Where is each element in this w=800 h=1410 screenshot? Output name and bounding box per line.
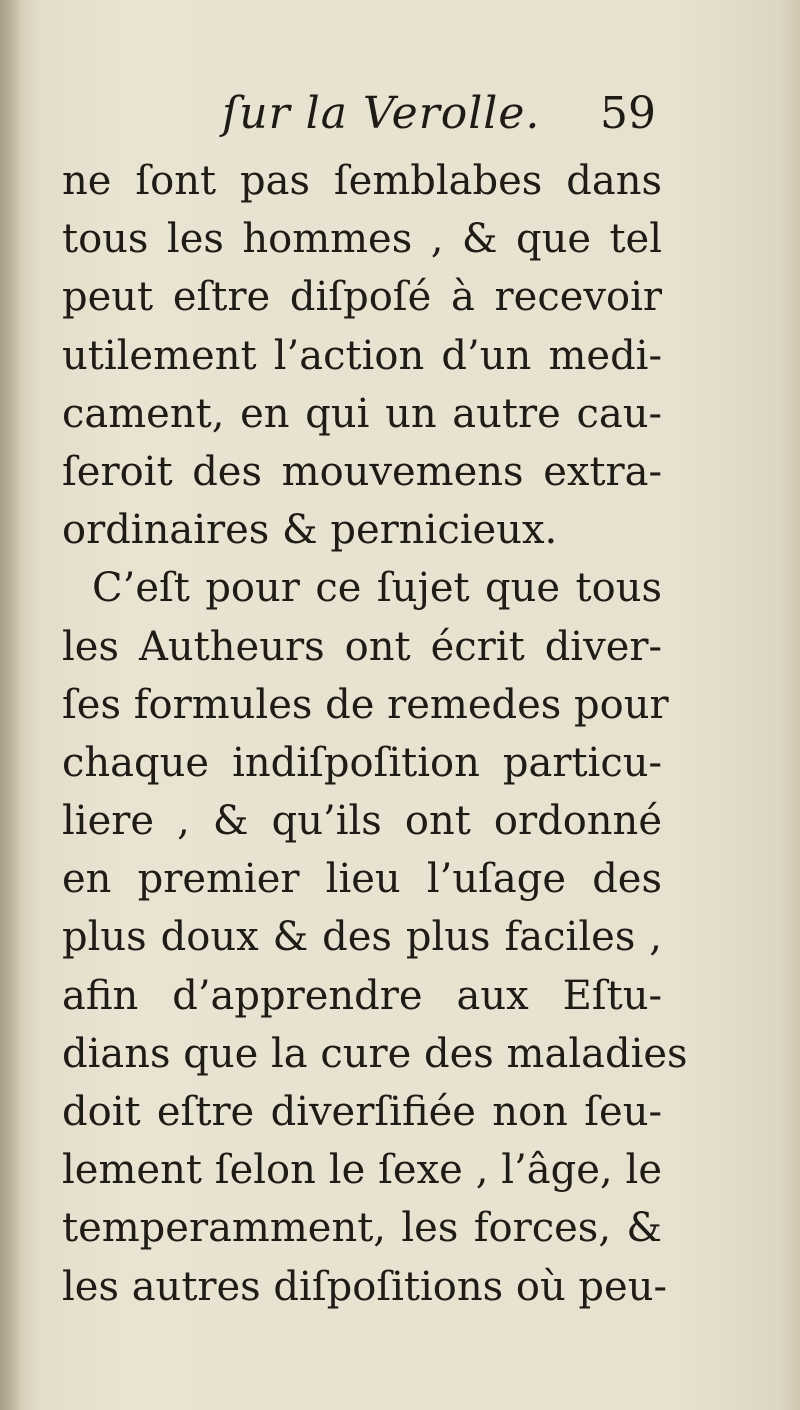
- body-text: [62, 152, 688, 1316]
- text-line: plus doux & des plus faciles ,: [62, 914, 662, 961]
- text-line: ordinaires & pernicieux.: [62, 507, 558, 554]
- text-line: les Autheurs ont écrit diver-: [62, 623, 662, 670]
- text-line: ne ſont pas ſemblabes dans: [62, 158, 662, 204]
- text-line: chaque indiſpoſition particu-: [62, 739, 662, 786]
- text-line: afin d’apprendre aux Eſtu-: [62, 972, 662, 1019]
- page-number: 59: [600, 88, 656, 139]
- text-line: lement ſelon le ſexe , l’âge, le: [62, 1147, 662, 1194]
- text-line: peut eſtre diſpoſé à recevoir: [62, 274, 662, 321]
- text-line: dians que la cure des maladies: [62, 1030, 688, 1077]
- text-line: C’eſt pour ce ſujet que tous: [92, 565, 662, 612]
- running-title: ſur la Verolle.: [222, 88, 541, 139]
- text-line: utilement l’action d’un medi-: [62, 332, 662, 379]
- text-line: doit eſtre diverſifiée non ſeu-: [62, 1089, 662, 1135]
- text-line: tous les hommes , & que tel: [62, 216, 662, 263]
- text-line: en premier lieu l’uſage des: [62, 856, 662, 903]
- text-line: temperamment, les forces, &: [62, 1205, 662, 1252]
- running-head: [0, 88, 800, 148]
- text-line: ſes formules de remedes pour: [62, 681, 669, 728]
- gutter-shadow: [0, 0, 22, 1410]
- text-line: les autres diſpoſitions où peu-: [62, 1263, 667, 1310]
- text-line: cament, en qui un autre cau-: [62, 390, 662, 437]
- text-line: liere , & qu’ils ont ordonné: [62, 798, 662, 845]
- text-line: ſeroit des mouvemens extra-: [62, 448, 662, 495]
